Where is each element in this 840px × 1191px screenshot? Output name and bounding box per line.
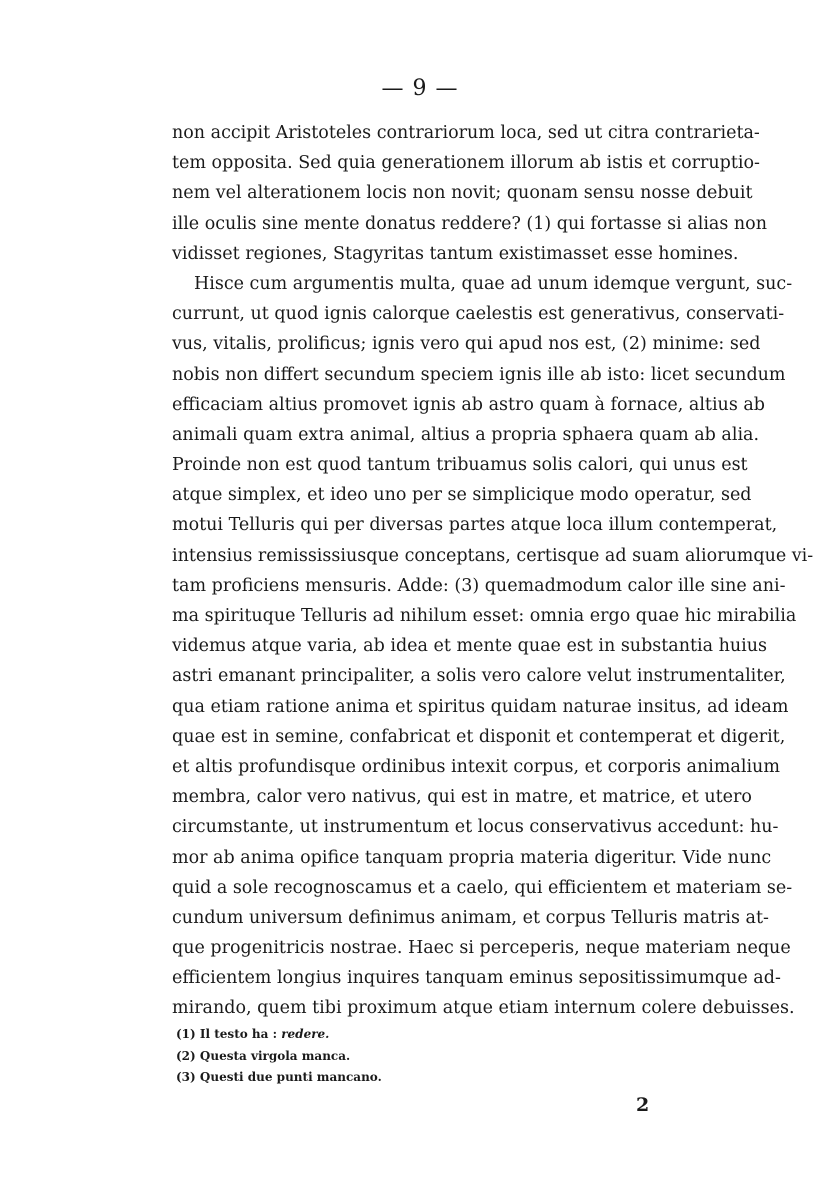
- page-number: — 9 —: [381, 76, 459, 101]
- text-line: et altis profundisque ordinibus intexit corpus, et corporis animalium: [172, 756, 780, 777]
- footnote-text: Il testo ha :: [199, 1027, 278, 1041]
- text-line: Hisce cum argumentis multa, quae ad unum idemque vergunt, suc-: [194, 273, 793, 294]
- footnote-marker: (2): [176, 1048, 196, 1063]
- text-line: vus, vitalis, prolificus; ignis vero qui apud nos est, (2) minime: sed: [172, 334, 761, 355]
- text-line: qua etiam ratione anima et spiritus quidam naturae insitus, ad ideam: [172, 696, 789, 717]
- footnote-1: [176, 1024, 576, 1046]
- text-line: tem opposita. Sed quia generationem illorum ab istis et corruptio-: [172, 153, 760, 174]
- footnote-3: [176, 1067, 576, 1089]
- text-line: tam proficiens mensuris. Adde: (3) quemadmodum calor ille sine ani-: [172, 575, 786, 596]
- footnote-italic: redere.: [281, 1027, 330, 1041]
- footnote-text: Questi due punti mancano.: [199, 1070, 382, 1084]
- text-line: vidisset regiones, Stagyritas tantum existimasset esse homines.: [172, 243, 739, 264]
- text-line: astri emanant principaliter, a solis vero calore velut instrumentaliter,: [172, 666, 786, 687]
- footnote-marker: (3): [176, 1070, 196, 1084]
- text-line: mirando, quem tibi proximum atque etiam internum colere debuisses.: [172, 998, 795, 1019]
- text-line: currunt, ut quod ignis calorque caelestis est generativus, conservati-: [172, 304, 785, 325]
- signature-mark: 2: [636, 1094, 650, 1116]
- body-text: [172, 118, 814, 1024]
- footnote-text: Questa virgola manca.: [199, 1048, 351, 1063]
- text-line: ma spirituque Telluris ad nihilum esset: omnia ergo quae hic mirabilia: [172, 606, 797, 626]
- text-line: motui Telluris qui per diversas partes atque loca illum contemperat,: [172, 515, 778, 536]
- text-line: circumstante, ut instrumentum et locus conservativus accedunt: hu-: [172, 817, 779, 838]
- text-line: quid a sole recognoscamus et a caelo, qui efficientem et materiam se-: [172, 877, 793, 898]
- text-line: Proinde non est quod tantum tribuamus solis calori, qui unus est: [172, 455, 748, 476]
- text-line: membra, calor vero nativus, qui est in matre, et matrice, et utero: [172, 787, 752, 808]
- footnote-marker: (1): [176, 1027, 196, 1041]
- text-line: cundum universum definimus animam, et corpus Telluris matris at-: [172, 907, 769, 928]
- text-line: quae est in semine, confabricat et disponit et contemperat et digerit,: [172, 726, 786, 747]
- text-line: que progenitricis nostrae. Haec si perceperis, neque materiam neque: [172, 938, 791, 959]
- text-line: mor ab anima opifice tanquam propria materia digeritur. Vide nunc: [172, 847, 772, 868]
- text-line: non accipit Aristoteles contrariorum loca, sed ut citra contrarieta-: [172, 123, 760, 143]
- footnotes: [176, 1024, 576, 1089]
- text-line: ille oculis sine mente donatus reddere? (1) qui fortasse si alias non: [172, 213, 767, 234]
- text-line: nobis non differt secundum speciem ignis ille ab isto: licet secundum: [172, 364, 786, 385]
- footnote-2: [176, 1046, 576, 1068]
- text-line: animali quam extra animal, altius a propria sphaera quam ab alia.: [172, 424, 760, 445]
- text-line: nem vel alterationem locis non novit; quonam sensu nosse debuit: [172, 183, 753, 204]
- text-line: atque simplex, et ideo uno per se simplicique modo operatur, sed: [172, 485, 752, 506]
- text-line: intensius remississiusque conceptans, certisque ad suam aliorumque vi-: [172, 545, 814, 566]
- text-line: efficientem longius inquires tanquam eminus sepositissimumque ad-: [172, 968, 781, 989]
- text-line: videmus atque varia, ab idea et mente quae est in substantia huius: [172, 636, 767, 657]
- text-line: efficaciam altius promovet ignis ab astro quam à fornace, altius ab: [172, 394, 766, 415]
